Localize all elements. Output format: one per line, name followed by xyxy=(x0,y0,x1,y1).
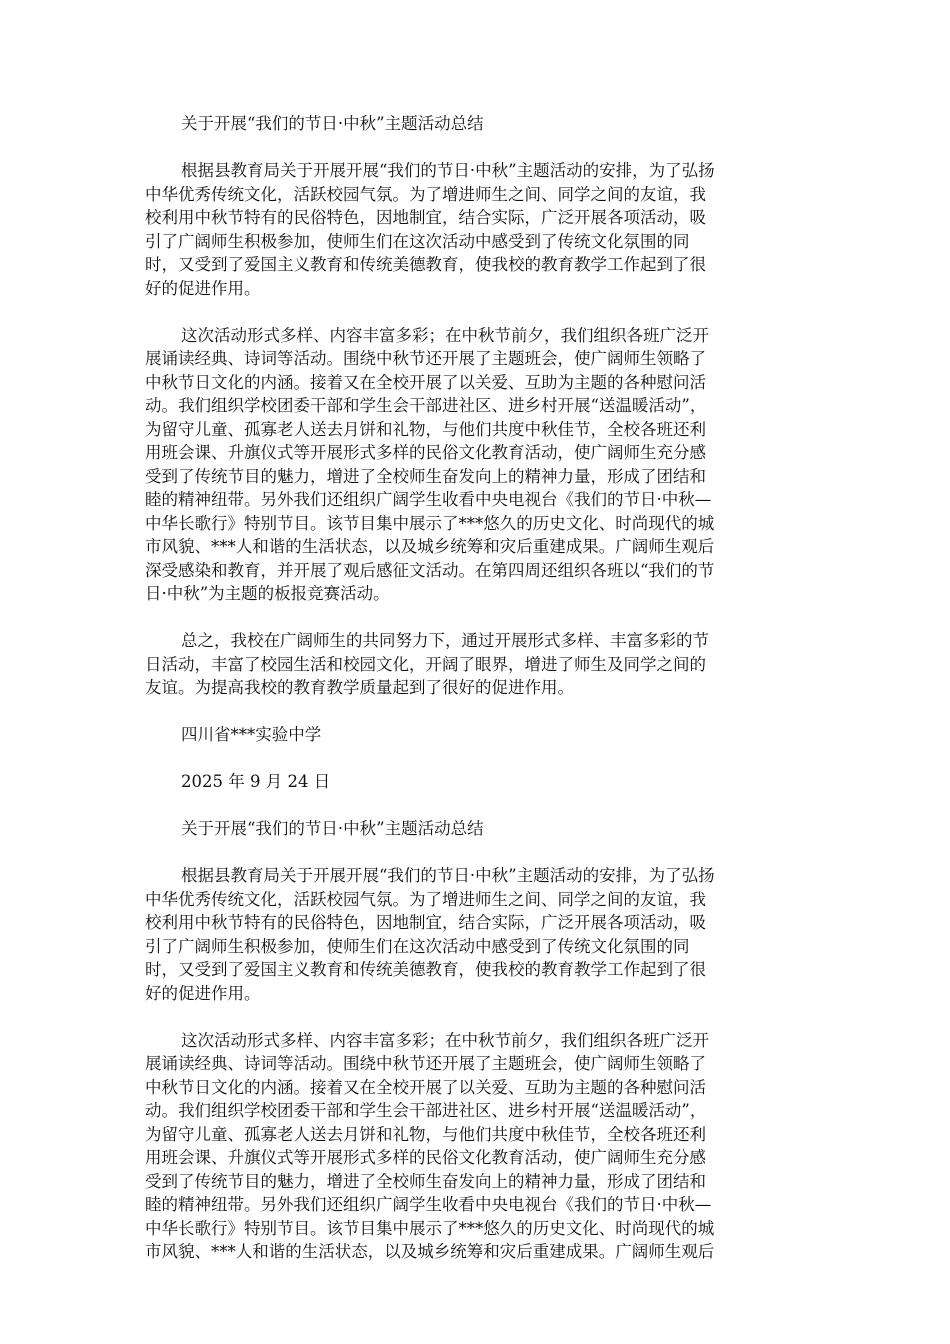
paragraph-line: 睦的精神纽带。另外我们还组织广阔学生收看中央电视台《我们的节日·中秋— xyxy=(145,490,712,509)
paragraph-5 xyxy=(145,1029,807,1264)
paragraph-line: 动。我们组织学校团委干部和学生会干部进社区、进乡村开展“送温暖活动”， xyxy=(145,396,707,415)
paragraph-line: 市风貌、***人和谐的生活状态，以及城乡统筹和灾后重建成果。广阔师生观后 xyxy=(145,537,715,556)
spacer xyxy=(145,747,807,771)
paragraph-2 xyxy=(145,324,807,606)
paragraph-line: 好的促进作用。 xyxy=(145,278,261,298)
paragraph-3 xyxy=(145,629,807,700)
paragraph-line: 中秋节日文化的内涵。接着又在全校开展了以关爱、互助为主题的各种慰问活 xyxy=(145,372,706,392)
paragraph-line: 时，又受到了爱国主义教育和传统美德教育，使我校的教育教学工作起到了很 xyxy=(145,960,706,979)
paragraph-line: 根据县教育局关于开展开展“我们的节日·中秋”主题活动的安排，为了弘扬 xyxy=(181,161,715,180)
paragraph-line: 总之，我校在广阔师生的共同努力下，通过开展形式多样、丰富多彩的节 xyxy=(181,631,709,650)
spacer xyxy=(145,794,807,818)
paragraph-line: 校利用中秋节特有的民俗特色，因地制宜，结合实际，广泛开展各项活动，吸 xyxy=(145,208,706,227)
paragraph-line: 引了广阔师生积极参加，使师生们在这次活动中感受到了传统文化氛围的同 xyxy=(145,231,690,251)
paragraph-line: 用班会课、升旗仪式等开展形式多样的民俗文化教育活动，使广阔师生充分感 xyxy=(145,1148,706,1167)
paragraph-line: 时，又受到了爱国主义教育和传统美德教育，使我校的教育教学工作起到了很 xyxy=(145,255,706,274)
spacer xyxy=(145,1005,807,1029)
paragraph-line: 中华长歌行》特别节目。该节目集中展示了***悠久的历史文化、时尚现代的城 xyxy=(145,513,715,533)
paragraph-line: 中华优秀传统文化，活跃校园气氛。为了增进师生之间、同学之间的友谊，我 xyxy=(145,184,706,204)
document-date: 2025 年 9 月 24 日 xyxy=(181,772,331,791)
document-title-repeat: 关于开展“我们的节日·中秋”主题活动总结 xyxy=(181,819,484,838)
paragraph-line: 展诵读经典、诗词等活动。围绕中秋节还开展了主题班会，使广阔师生领略了 xyxy=(145,349,706,368)
paragraph-line: 展诵读经典、诗词等活动。围绕中秋节还开展了主题班会，使广阔师生领略了 xyxy=(145,1054,706,1073)
paragraph-line: 友谊。为提高我校的教育教学质量起到了很好的促进作用。 xyxy=(145,678,574,697)
paragraph-line: 根据县教育局关于开展开展“我们的节日·中秋”主题活动的安排，为了弘扬 xyxy=(181,866,715,885)
spacer xyxy=(145,136,807,160)
spacer xyxy=(145,606,807,630)
spacer xyxy=(145,841,807,865)
document-page xyxy=(145,112,807,1264)
paragraph-line: 受到了传统节目的魅力，增进了全校师生奋发向上的精神力量，形成了团结和 xyxy=(145,466,706,486)
paragraph-line: 用班会课、升旗仪式等开展形式多样的民俗文化教育活动，使广阔师生充分感 xyxy=(145,443,706,462)
spacer xyxy=(145,700,807,724)
paragraph-line: 中华优秀传统文化，活跃校园气氛。为了增进师生之间、同学之间的友谊，我 xyxy=(145,889,706,909)
paragraph-line: 为留守儿童、孤寡老人送去月饼和礼物，与他们共度中秋佳节，全校各班还利 xyxy=(145,1124,706,1144)
paragraph-line: 睦的精神纽带。另外我们还组织广阔学生收看中央电视台《我们的节日·中秋— xyxy=(145,1195,712,1214)
paragraph-line: 校利用中秋节特有的民俗特色，因地制宜，结合实际，广泛开展各项活动，吸 xyxy=(145,913,706,932)
paragraph-line: 动。我们组织学校团委干部和学生会干部进社区、进乡村开展“送温暖活动”， xyxy=(145,1101,707,1120)
paragraph-1 xyxy=(145,159,807,300)
paragraph-line: 中秋节日文化的内涵。接着又在全校开展了以关爱、互助为主题的各种慰问活 xyxy=(145,1077,706,1097)
paragraph-line: 引了广阔师生积极参加，使师生们在这次活动中感受到了传统文化氛围的同 xyxy=(145,936,690,956)
spacer xyxy=(145,300,807,324)
school-signature: 四川省***实验中学 xyxy=(181,725,322,744)
paragraph-line: 中华长歌行》特别节目。该节目集中展示了***悠久的历史文化、时尚现代的城 xyxy=(145,1218,715,1238)
paragraph-line: 好的促进作用。 xyxy=(145,983,261,1003)
paragraph-line: 日活动，丰富了校园生活和校园文化，开阔了眼界，增进了师生及同学之间的 xyxy=(145,654,706,674)
paragraph-line: 这次活动形式多样、内容丰富多彩；在中秋节前夕，我们组织各班广泛开 xyxy=(181,1030,709,1050)
paragraph-line: 日·中秋”为主题的板报竞赛活动。 xyxy=(145,584,390,603)
paragraph-4 xyxy=(145,864,807,1005)
paragraph-line: 受到了传统节目的魅力，增进了全校师生奋发向上的精神力量，形成了团结和 xyxy=(145,1171,706,1191)
paragraph-line: 深受感染和教育，并开展了观后感征文活动。在第四周还组织各班以“我们的节 xyxy=(145,560,715,580)
paragraph-line: 这次活动形式多样、内容丰富多彩；在中秋节前夕，我们组织各班广泛开 xyxy=(181,325,709,345)
document-title: 关于开展“我们的节日·中秋”主题活动总结 xyxy=(181,114,484,133)
paragraph-line: 市风貌、***人和谐的生活状态，以及城乡统筹和灾后重建成果。广阔师生观后 xyxy=(145,1242,715,1261)
paragraph-line: 为留守儿童、孤寡老人送去月饼和礼物，与他们共度中秋佳节，全校各班还利 xyxy=(145,419,706,439)
